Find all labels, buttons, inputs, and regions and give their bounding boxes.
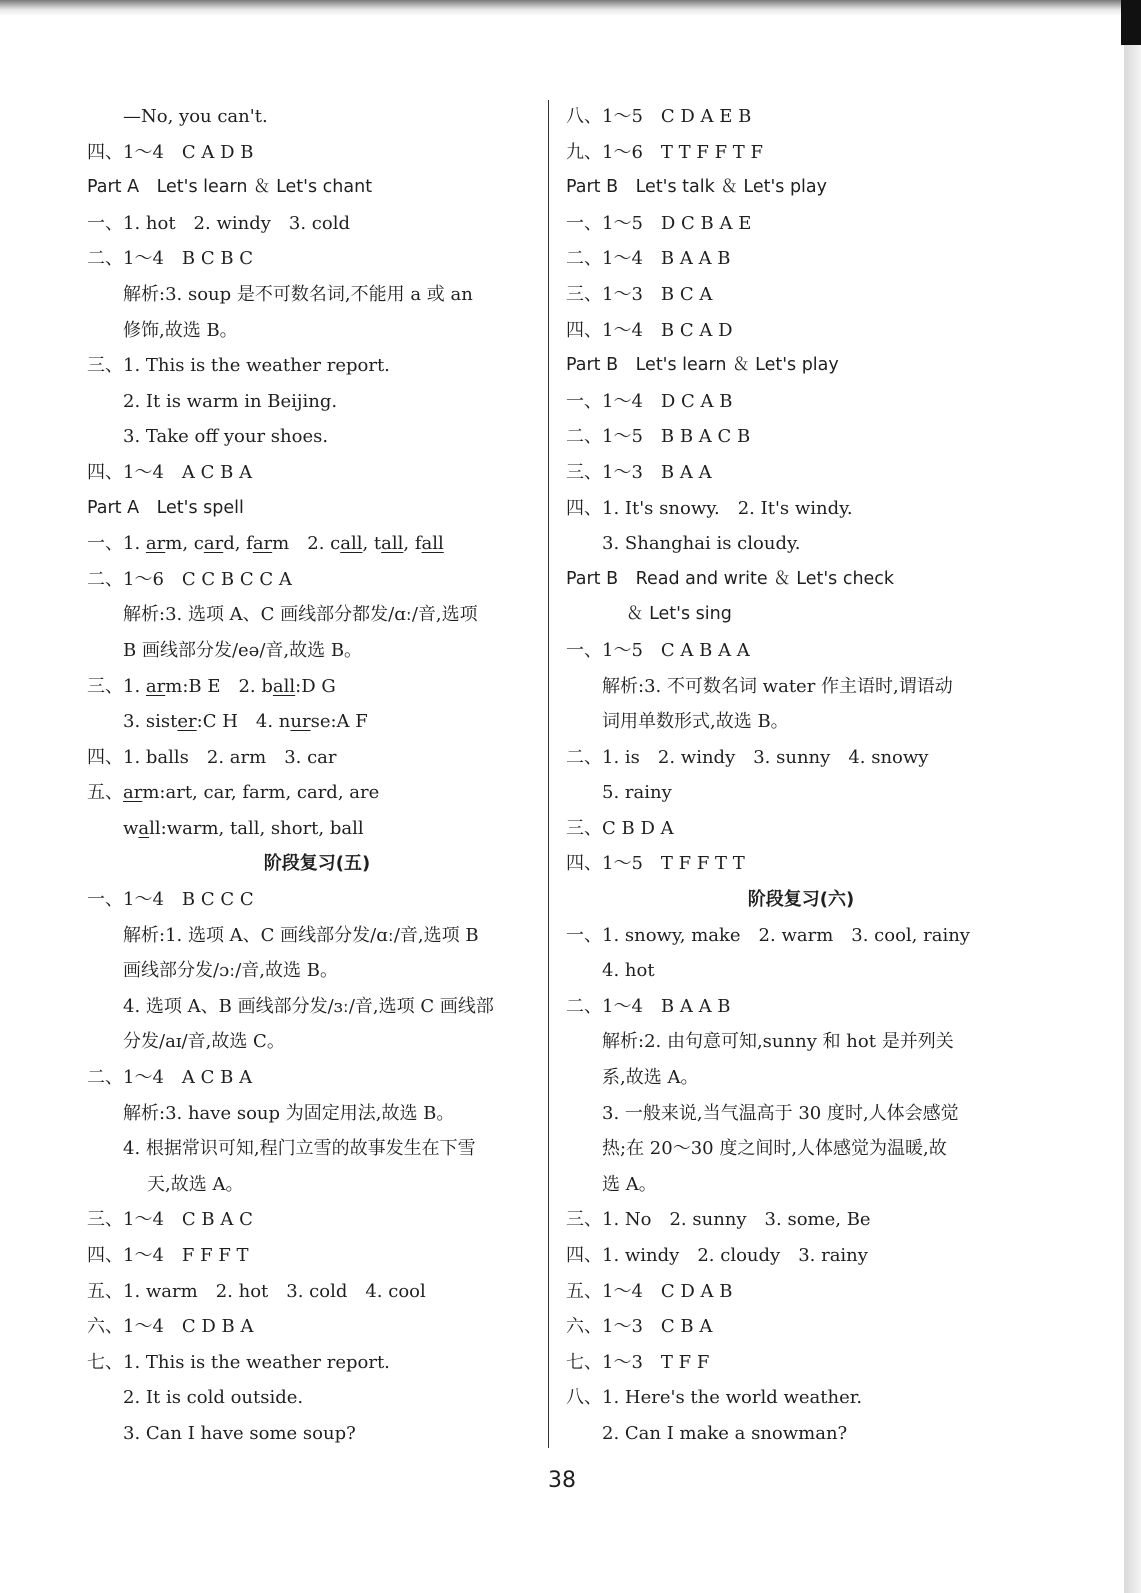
answer-line: 分发/aɪ/音,故选 C。 bbox=[123, 1031, 285, 1053]
answer-line bbox=[87, 704, 547, 740]
answer-line: 三、1. No 2. sunny 3. some, Be bbox=[566, 1209, 871, 1231]
answer-line: 七、1～3 T F F bbox=[566, 1351, 710, 1373]
part-heading: ＆ Let's sing bbox=[626, 604, 732, 625]
answer-line: 解析:2. 由句意可知,sunny 和 hot 是并列关 bbox=[602, 1031, 954, 1053]
answer-line: 解析:3. have soup 为固定用法,故选 B。 bbox=[123, 1102, 455, 1124]
answer-text: :C H 4. n bbox=[196, 711, 291, 733]
part-heading: Part B Read and write ＆ Let's check bbox=[566, 568, 895, 589]
answer-line: 3. 一般来说,当气温高于 30 度时,人体会感觉 bbox=[602, 1102, 959, 1124]
underlined-letters: ar bbox=[252, 533, 273, 555]
answer-line: 三、1～3 B A A bbox=[566, 461, 712, 483]
scan-corner-mark bbox=[1121, 0, 1141, 45]
answer-line: 六、1～4 C D B A bbox=[87, 1316, 254, 1338]
answer-line: 三、1. This is the weather report. bbox=[87, 355, 390, 377]
answer-line: 天,故选 A。 bbox=[147, 1173, 244, 1195]
answer-text: d, f bbox=[223, 533, 253, 555]
answer-line: 热;在 20～30 度之间时,人体感觉为温暖,故 bbox=[602, 1138, 947, 1160]
answer-text: 五、 bbox=[87, 782, 123, 804]
answer-text: 一、1. bbox=[87, 533, 146, 555]
answer-line: 四、1. balls 2. arm 3. car bbox=[87, 746, 337, 768]
answer-line: 一、1～5 C A B A A bbox=[566, 639, 750, 661]
answer-line: 2. Can I make a snowman? bbox=[602, 1422, 848, 1444]
underlined-letters: all bbox=[340, 533, 363, 555]
left-column bbox=[87, 99, 547, 1452]
part-heading: Part B Let's learn ＆ Let's play bbox=[566, 355, 839, 376]
answer-line bbox=[87, 775, 547, 811]
answer-line: 一、1～4 D C A B bbox=[566, 390, 733, 412]
underlined-letters: ar bbox=[145, 533, 166, 555]
answer-line: 二、1～4 B C B C bbox=[87, 248, 254, 270]
part-heading: Part A Let's learn ＆ Let's chant bbox=[87, 177, 373, 198]
answer-text: 3. sist bbox=[123, 711, 178, 733]
answer-line: 二、1～4 B A A B bbox=[566, 995, 731, 1017]
answer-text: 三、1. bbox=[87, 675, 146, 697]
answer-line: 解析:3. soup 是不可数名词,不能用 a 或 an bbox=[123, 283, 473, 305]
answer-line bbox=[87, 669, 547, 705]
underlined-letters: er bbox=[177, 711, 197, 733]
section-title: 阶段复习(五) bbox=[263, 853, 371, 875]
page-number: 38 bbox=[548, 1468, 576, 1493]
column-divider bbox=[548, 100, 549, 1448]
answer-line: 二、1～6 C C B C C A bbox=[87, 568, 292, 590]
underlined-letters: ar bbox=[145, 675, 166, 697]
scan-right-margin bbox=[1124, 0, 1141, 1593]
answer-text: ll:warm, tall, short, ball bbox=[149, 817, 364, 839]
answer-line: 一、1～5 D C B A E bbox=[566, 212, 752, 234]
answer-line: B 画线部分发/eə/音,故选 B。 bbox=[123, 639, 363, 661]
underlined-letters: ar bbox=[203, 533, 224, 555]
right-column bbox=[566, 99, 1036, 1452]
answer-line: 二、1～4 B A A B bbox=[566, 248, 731, 270]
scan-top-edge bbox=[0, 0, 1124, 16]
answer-text: :D G bbox=[295, 675, 336, 697]
answer-line: 系,故选 A。 bbox=[602, 1067, 699, 1089]
answer-text: w bbox=[123, 817, 139, 839]
answer-line: 二、1～5 B B A C B bbox=[566, 426, 751, 448]
answer-line: 解析:3. 选项 A、C 画线部分都发/ɑː/音,选项 bbox=[123, 604, 478, 626]
answer-text: m, c bbox=[165, 533, 204, 555]
answer-line: —No, you can't. bbox=[123, 106, 268, 127]
answer-line: 二、1. is 2. windy 3. sunny 4. snowy bbox=[566, 746, 929, 768]
answer-line: 4. hot bbox=[602, 960, 655, 982]
answer-line: 一、1. snowy, make 2. warm 3. cool, rainy bbox=[566, 924, 970, 946]
underlined-letters: a bbox=[138, 817, 150, 839]
answer-line: 三、C B D A bbox=[566, 817, 674, 839]
underlined-letters: all bbox=[381, 533, 404, 555]
answer-text: m:art, car, farm, card, are bbox=[142, 782, 380, 804]
section-title: 阶段复习(六) bbox=[747, 889, 855, 911]
answer-text: , f bbox=[403, 533, 422, 555]
answer-text: m:B E 2. b bbox=[165, 675, 273, 697]
answer-line: 五、1. warm 2. hot 3. cold 4. cool bbox=[87, 1280, 426, 1302]
answer-line: 4. 根据常识可知,程门立雪的故事发生在下雪 bbox=[123, 1138, 476, 1160]
answer-text: , t bbox=[362, 533, 382, 555]
answer-line: 4. 选项 A、B 画线部分发/ɜː/音,选项 C 画线部 bbox=[123, 995, 494, 1017]
underlined-letters: ar bbox=[123, 782, 143, 804]
part-heading: Part B Let's talk ＆ Let's play bbox=[566, 177, 827, 198]
answer-line: 四、1～4 A C B A bbox=[87, 461, 253, 483]
answer-line: 八、1. Here's the world weather. bbox=[566, 1387, 863, 1409]
answer-line: 二、1～4 A C B A bbox=[87, 1067, 253, 1089]
answer-line: 四、1～5 T F F T T bbox=[566, 853, 745, 875]
answer-line bbox=[87, 811, 547, 847]
answer-line: 3. Take off your shoes. bbox=[123, 426, 329, 448]
answer-line: 解析:3. 不可数名词 water 作主语时,谓语动 bbox=[602, 675, 953, 697]
underlined-letters: ur bbox=[290, 711, 311, 733]
answer-line: 五、1～4 C D A B bbox=[566, 1280, 733, 1302]
answer-line: 2. It is cold outside. bbox=[123, 1387, 304, 1409]
answer-line: 四、1. windy 2. cloudy 3. rainy bbox=[566, 1245, 868, 1266]
answer-line: 画线部分发/ɔː/音,故选 B。 bbox=[123, 960, 338, 982]
answer-text: se:A F bbox=[310, 711, 368, 733]
answer-line: 九、1～6 T T F F T F bbox=[566, 141, 763, 163]
answer-line: 四、1～4 B C A D bbox=[566, 319, 733, 341]
underlined-letters: all bbox=[421, 533, 444, 555]
answer-line bbox=[87, 526, 547, 562]
answer-text: m 2. c bbox=[272, 533, 341, 555]
answer-line: 四、1. It's snowy. 2. It's windy. bbox=[566, 497, 853, 519]
answer-line: 选 A。 bbox=[602, 1173, 657, 1195]
underlined-letters: all bbox=[272, 675, 296, 697]
answer-line: 四、1～4 C A D B bbox=[87, 141, 254, 163]
answer-line: 三、1～4 C B A C bbox=[87, 1209, 253, 1231]
answer-line: 3. Shanghai is cloudy. bbox=[602, 533, 801, 555]
answer-line: 解析:1. 选项 A、C 画线部分发/ɑː/音,选项 B bbox=[123, 924, 479, 946]
answer-line: 一、1. hot 2. windy 3. cold bbox=[87, 212, 350, 234]
answer-line: 一、1～4 B C C C bbox=[87, 889, 254, 911]
answer-line: 七、1. This is the weather report. bbox=[87, 1351, 390, 1373]
part-heading: Part A Let's spell bbox=[87, 497, 244, 518]
answer-line: 八、1～5 C D A E B bbox=[566, 106, 752, 127]
answer-line: 六、1～3 C B A bbox=[566, 1316, 713, 1338]
answer-line: 5. rainy bbox=[602, 782, 672, 804]
answer-line: 四、1～4 F F F T bbox=[87, 1245, 249, 1266]
answer-line: 3. Can I have some soup? bbox=[123, 1422, 356, 1444]
answer-line: 三、1～3 B C A bbox=[566, 283, 713, 305]
answer-line: 2. It is warm in Beijing. bbox=[123, 390, 338, 412]
answer-line: 修饰,故选 B。 bbox=[123, 319, 238, 341]
answer-line: 词用单数形式,故选 B。 bbox=[602, 711, 789, 733]
